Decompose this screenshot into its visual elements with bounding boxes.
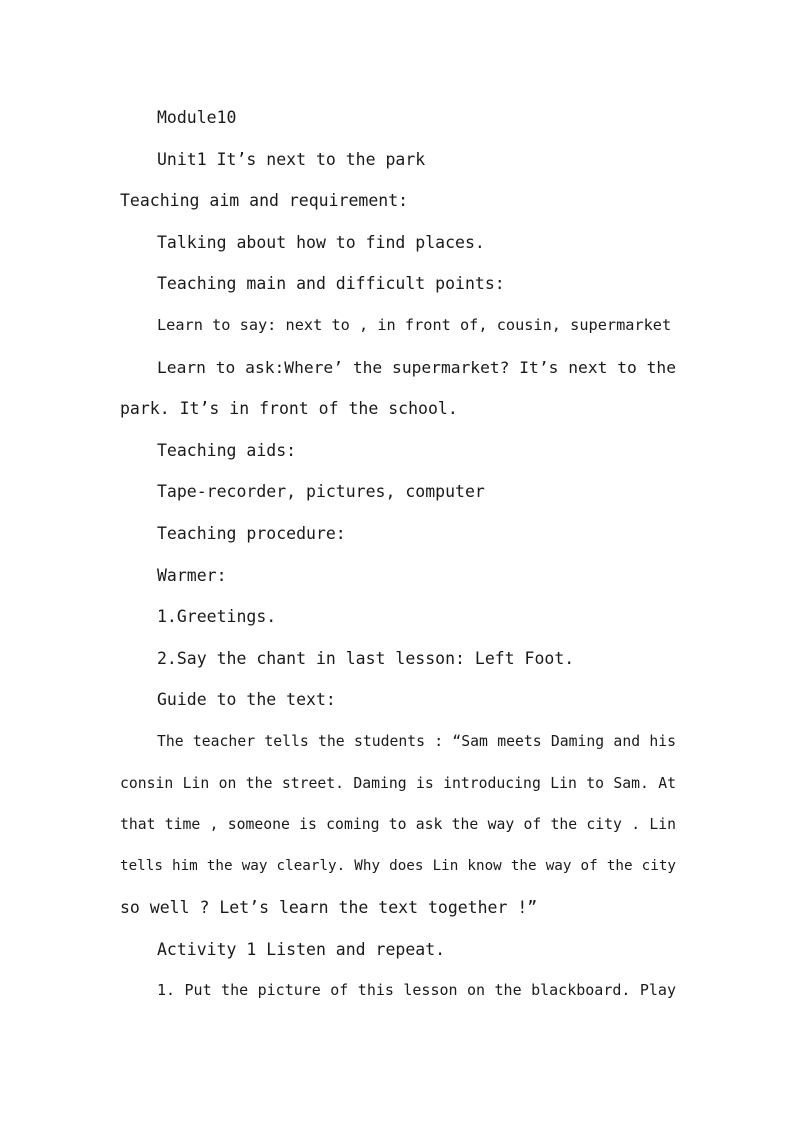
module-title: Module10: [157, 108, 237, 127]
warmer-step-1: 1.Greetings.: [157, 607, 277, 627]
learn-to-ask: Learn to ask:Where’ the supermarket? It’s next to the: [157, 357, 676, 377]
procedure-heading: Teaching procedure:: [157, 523, 346, 543]
warmer-step-2: 2.Say the chant in last lesson: Left Foot.: [157, 648, 575, 668]
aim-heading: Teaching aim and requirement:: [120, 191, 409, 211]
activity-1-step-1: 1. Put the picture of this lesson on the blackboard. Play: [157, 981, 676, 1000]
guide-paragraph-line-1: The teacher tells the students : “Sam meets Daming and his: [157, 732, 676, 750]
guide-paragraph-line-2: consin Lin on the street. Daming is introducing Lin to Sam. At: [120, 774, 676, 792]
document-body: [120, 97, 676, 1012]
learn-to-say: Learn to say: next to , in front of, cousin, supermarket: [157, 315, 672, 334]
unit-title: Unit1 It’s next to the park: [157, 149, 426, 169]
aim-text: Talking about how to find places.: [157, 232, 485, 252]
guide-heading: Guide to the text:: [157, 690, 336, 710]
aids-heading: Teaching aids:: [157, 440, 297, 460]
guide-paragraph-line-3: that time , someone is coming to ask the way of the city . Lin: [120, 816, 676, 834]
guide-paragraph-line-5: so well ? Let’s learn the text together !”: [120, 898, 538, 918]
learn-to-ask-continued: park. It’s in front of the school.: [120, 399, 458, 419]
aids-text: Tape-recorder, pictures, computer: [157, 482, 485, 502]
warmer-heading: Warmer:: [157, 565, 227, 585]
points-heading: Teaching main and difficult points:: [157, 274, 505, 294]
guide-paragraph-line-4: tells him the way clearly. Why does Lin know the way of the city: [120, 857, 676, 874]
activity-1-heading: Activity 1 Listen and repeat.: [157, 939, 446, 959]
